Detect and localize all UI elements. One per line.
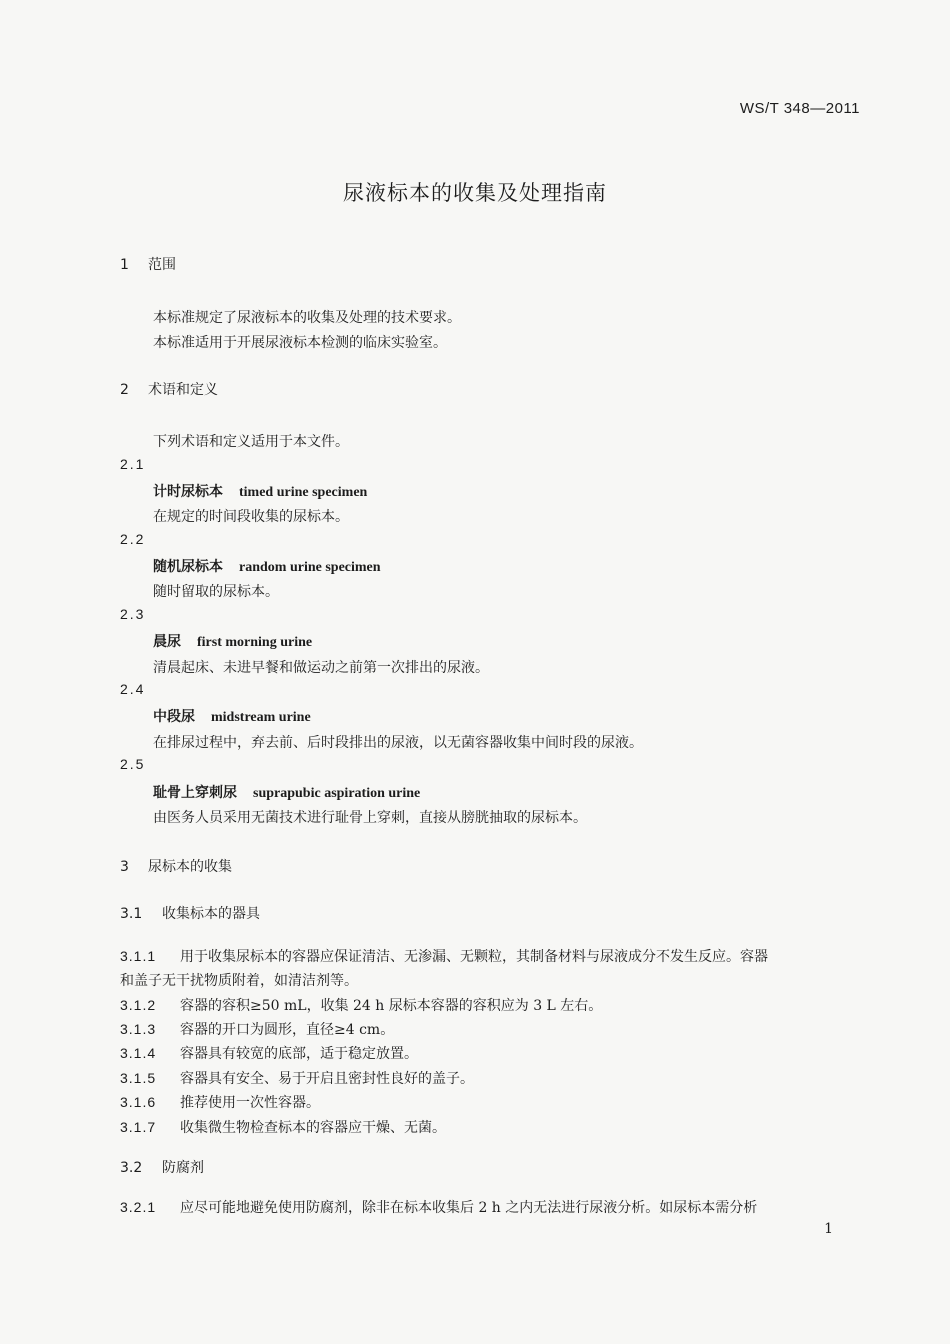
subsection-title: 防腐剂 [162,1160,204,1176]
clause-text: 容器具有安全、易于开启且密封性良好的盖子。 [180,1071,474,1087]
term-heading [153,481,367,501]
term-number: 2.4 [120,681,146,697]
term-number: 2.1 [120,456,146,472]
clause-text: 容器的开口为圆形，直径≥4 cm。 [180,1022,395,1038]
section-number: 2 [120,382,129,398]
section-number: 1 [120,257,129,273]
term-en: random urine specimen [239,560,381,575]
clause [120,1092,320,1112]
term-number: 2.3 [120,606,146,622]
section-1-heading [120,254,176,274]
clause [120,1043,418,1063]
clause-number: 3.1.2 [120,997,157,1013]
term-number: 2.5 [120,756,146,772]
term-zh: 晨尿 [153,634,181,650]
section-2-heading [120,379,218,399]
term-definition: 由医务人员采用无菌技术进行耻骨上穿刺，直接从膀胱抽取的尿标本。 [153,810,587,826]
term-definition: 清晨起床、未进早餐和做运动之前第一次排出的尿液。 [153,660,489,676]
term-definition: 在排尿过程中，弃去前、后时段排出的尿液，以无菌容器收集中间时段的尿液。 [153,735,643,751]
clause-number: 3.1.3 [120,1021,157,1037]
clause-number: 3.1.4 [120,1045,157,1061]
subsection-3-1-heading [120,903,260,923]
term-definition: 在规定的时间段收集的尿标本。 [153,509,349,525]
section-title: 术语和定义 [148,382,218,398]
subsection-number: 3.1 [120,906,143,922]
clause [120,1019,394,1039]
clause [120,995,602,1015]
clause [120,1117,446,1137]
term-en: suprapubic aspiration urine [253,786,421,801]
clause [120,1197,757,1217]
document-title: 尿液标本的收集及处理指南 [343,181,607,205]
term-zh: 计时尿标本 [153,484,223,500]
clause-number: 3.1.1 [120,948,157,964]
clause-text: 用于收集尿标本的容器应保证清洁、无渗漏、无颗粒，其制备材料与尿液成分不发生反应。容器 [180,949,768,965]
clause-number: 3.2.1 [120,1199,157,1215]
paragraph: 本标准适用于开展尿液标本检测的临床实验室。 [153,335,447,351]
subsection-3-2-heading [120,1157,204,1177]
subsection-title: 收集标本的器具 [162,906,260,922]
clause [120,946,768,966]
section-title: 尿标本的收集 [148,859,232,875]
paragraph: 下列术语和定义适用于本文件。 [153,434,349,450]
paragraph: 本标准规定了尿液标本的收集及处理的技术要求。 [153,310,461,326]
term-heading [153,556,381,576]
clause-number: 3.1.7 [120,1119,157,1135]
clause-text: 推荐使用一次性容器。 [180,1095,320,1111]
clause-number: 3.1.6 [120,1094,157,1110]
clause-text: 收集微生物检查标本的容器应干燥、无菌。 [180,1120,446,1136]
clause-text: 容器的容积≥50 mL，收集 24 h 尿标本容器的容积应为 3 L 左右。 [180,998,603,1014]
subsection-number: 3.2 [120,1160,143,1176]
term-en: first morning urine [197,635,313,650]
clause-number: 3.1.5 [120,1070,157,1086]
section-title: 范围 [148,257,176,273]
section-3-heading [120,856,232,876]
clause [120,1068,474,1088]
term-en: midstream urine [211,710,311,725]
term-heading [153,706,311,726]
term-heading [153,782,420,802]
page-number: 1 [824,1221,833,1237]
term-heading [153,631,312,651]
term-number: 2.2 [120,531,146,547]
term-zh: 中段尿 [153,709,195,725]
clause-text: 应尽可能地避免使用防腐剂，除非在标本收集后 2 h 之内无法进行尿液分析。如尿标本需分析 [180,1200,758,1216]
standard-code: WS/T 348—2011 [739,100,860,117]
section-number: 3 [120,859,129,875]
term-definition: 随时留取的尿标本。 [153,584,279,600]
term-zh: 耻骨上穿刺尿 [153,785,237,801]
term-zh: 随机尿标本 [153,559,223,575]
clause-continuation: 和盖子无干扰物质附着，如清洁剂等。 [120,973,358,989]
clause-text: 容器具有较宽的底部，适于稳定放置。 [180,1046,418,1062]
term-en: timed urine specimen [239,485,368,500]
